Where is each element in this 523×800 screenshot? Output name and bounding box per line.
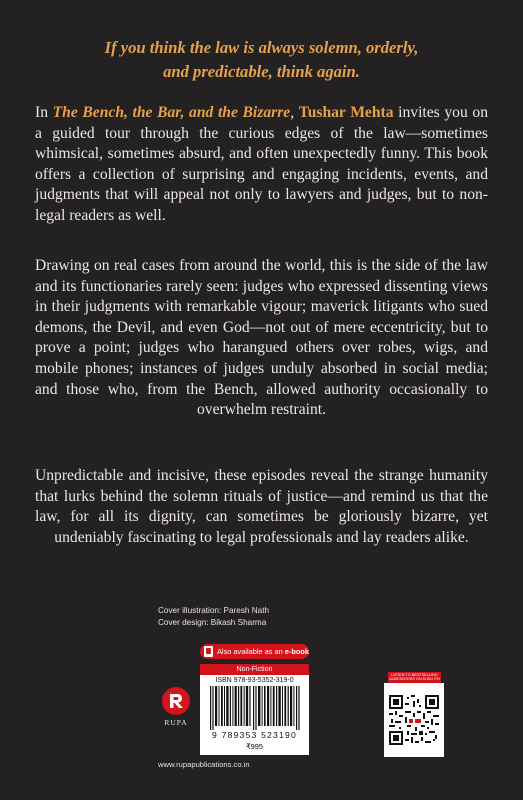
barcode-digits: 9 789353 523190 xyxy=(212,730,297,740)
paragraph-cases: Drawing on real cases from around the world, this is the side of the law and its functionaries rarely seen: judges who expressed dissenting views in their judgments with remarkable vigour; maverick litigants who sued demons, the Devil, and even God—not out of mere eccentricity, but to prove a point; judges who harangued others over robes, wigs, and mobile phones; instances of judges unduly absorbed in social media; and those who, from the Bench, allowed authority occasionally to overwhelm restraint. xyxy=(35,257,488,419)
author-name: Tushar Mehta xyxy=(298,104,394,121)
ebook-badge xyxy=(200,644,309,659)
isbn-text: ISBN 978-93-5352-319-0 xyxy=(215,677,294,684)
qr-panel xyxy=(384,683,444,757)
tagline-line-1: If you think the law is always solemn, orderly, xyxy=(104,38,419,57)
rupa-logo-icon xyxy=(161,686,191,716)
book-title: The Bench, the Bar, and the Bizarre xyxy=(52,104,291,121)
qr-code-icon[interactable] xyxy=(389,695,439,745)
price: ₹995 xyxy=(245,742,264,751)
paragraph-intro xyxy=(35,103,488,227)
tagline xyxy=(20,36,503,84)
intro-prefix: In xyxy=(35,104,53,121)
publisher-logo xyxy=(159,686,193,727)
genre-label: Non-Fiction xyxy=(200,664,309,675)
barcode-icon xyxy=(210,686,300,730)
tagline-line-2: and predictable, think again. xyxy=(163,62,360,81)
ebook-prefix: Also available as an xyxy=(217,647,283,656)
ebook-label: e-book xyxy=(284,647,309,656)
intro-comma: , xyxy=(290,104,299,121)
publisher-name: RUPA xyxy=(164,718,188,727)
cover-illustration-credit: Cover illustration: Paresh Nath xyxy=(158,606,270,615)
intro-rest: invites you on a guided tour through the curious edges of the law—sometimes whimsical, sometimes absurd, and often unexpectedly funny. This book offers a collection of surprising and engaging incidents, events, and judgments that will appeal not only to lawyers and judges, but to non-legal readers as well. xyxy=(35,104,488,224)
audiobook-label: LISTEN TO BESTSELLING AUDIOBOOKS ON KUKU FM xyxy=(389,673,440,682)
ebook-icon xyxy=(204,646,213,657)
cover-design-credit: Cover design: Bikash Sharma xyxy=(158,618,267,627)
barcode-panel xyxy=(200,675,309,755)
publisher-website[interactable]: www.rupapublications.co.in xyxy=(158,760,250,769)
paragraph-conclusion: Unpredictable and incisive, these episodes reveal the strange humanity that lurks behind the solemn rituals of justice—and remind us that the law, for all its dignity, can sometimes be gloriously bizarre, yet undeniably fascinating to legal professionals and lay readers alike. xyxy=(35,467,488,546)
